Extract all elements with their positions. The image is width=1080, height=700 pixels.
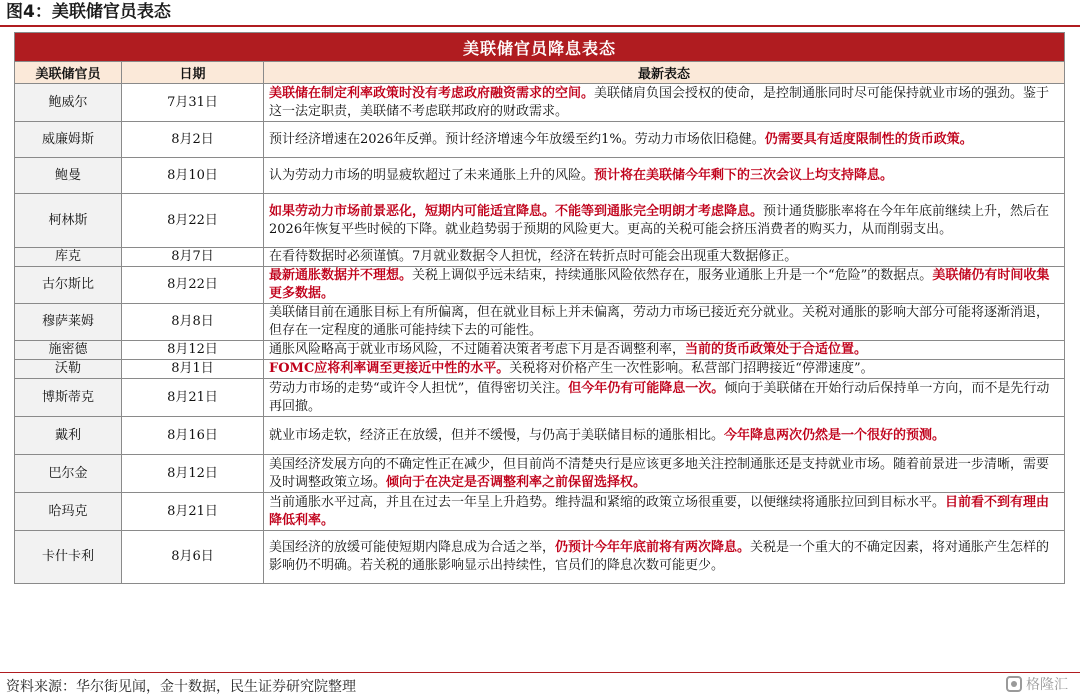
statement-segment: 通胀风险略高于就业市场风险，不过随着决策者考虑下月是否调整利率， [269, 342, 686, 357]
statement-segment: 美国经济的放缓可能使短期内降息成为合适之举， [269, 540, 556, 555]
table-body [15, 84, 1065, 584]
statement-segment: 劳动力市场的走势“或许令人担忧”，值得密切关注。 [269, 380, 569, 396]
watermark-text: 格隆汇 [1026, 677, 1068, 693]
statement-segment: 美联储肩负国会授权的使命，是控制通胀同时尽可能保持就业市场的强劲。鉴于这一法定职责，美联储不考虑联邦政府的财政需求。 [269, 85, 1050, 119]
statement-highlight: 倾向于在决定是否调整利率之前保留选择权。 [386, 474, 647, 490]
header-official: 美联储官员 [15, 62, 122, 84]
statement-highlight: 预计将在美联储今年剩下的三次会议上均支持降息。 [594, 167, 894, 183]
statement-highlight: 美联储在制定利率政策时没有考虑政府融资需求的空间。 [269, 85, 595, 101]
table-row [15, 122, 1065, 158]
table-row [15, 531, 1065, 584]
title-rule [0, 25, 1080, 27]
statement-segment: 美联储目前在通胀目标上有所偏离，但在就业目标上并未偏离，劳动力市场已接近充分就业。关税对通胀的影响大部分可能将逐渐消退，但存在一定程度的通胀可能持续下去的可能性。 [269, 305, 1050, 338]
statement-date: 8月8日 [122, 304, 264, 341]
statement-text [264, 122, 1065, 158]
table-row [15, 267, 1065, 304]
watermark [1006, 674, 1068, 694]
statement-segment: 预计通货膨胀率将在今年年底前继续上升，然后在2026年恢复平些时候的下降。就业趋势弱于预期的风险更大。更高的关税可能会挤压消费者的购买力，从而削弱支出。 [269, 203, 1050, 237]
statement-segment: 当前通胀水平过高，并且在过去一年呈上升趋势。维持温和紧缩的政策立场很重要，以便继续将通胀拉回到目标水平。 [269, 494, 946, 510]
statement-highlight: 仍预计今年年底前将有两次降息。 [555, 540, 751, 555]
statement-highlight: 如果劳动力市场前景恶化，短期内可能适宜降息。不能等到通胀完全明朗才考虑降息。 [269, 203, 764, 219]
table-row [15, 360, 1065, 379]
table-row [15, 248, 1065, 267]
statement-text [264, 158, 1065, 194]
official-name: 卡什卡利 [15, 531, 122, 584]
statement-date: 8月21日 [122, 379, 264, 417]
header-date: 日期 [122, 62, 264, 84]
statement-text [264, 341, 1065, 360]
table-row [15, 493, 1065, 531]
statement-date: 8月16日 [122, 417, 264, 455]
official-name: 穆萨莱姆 [15, 304, 122, 341]
statement-date: 8月22日 [122, 267, 264, 304]
statement-segment: 关税将对价格产生一次性影响。私营部门招聘接近“停滞速度”。 [509, 361, 874, 376]
statement-segment: 关税是一个重大的不确定因素，将对通胀产生怎样的影响仍不明确。若关税的通胀影响显示出持续性，官员们的降息次数可能更少。 [269, 540, 1050, 573]
statement-highlight: 最新通胀数据并不理想。 [269, 268, 413, 283]
official-name: 鲍威尔 [15, 84, 122, 122]
statement-highlight: 当前的货币政策处于合适位置。 [685, 342, 868, 357]
statement-segment: 关税上调似乎远未结束，持续通胀风险依然存在，服务业通胀上升是一个“危险”的数据点。 [412, 268, 933, 283]
statement-text [264, 417, 1065, 455]
statement-highlight: 今年降息两次仍然是一个很好的预测。 [724, 427, 946, 443]
official-name: 博斯蒂克 [15, 379, 122, 417]
official-name: 沃勒 [15, 360, 122, 379]
statement-segment: 预计经济增速在2026年反弹。预计经济增速今年放缓至约1%。劳动力市场依旧稳健。 [269, 131, 765, 147]
official-name: 施密德 [15, 341, 122, 360]
statement-text [264, 379, 1065, 417]
official-name: 柯林斯 [15, 194, 122, 248]
statement-segment: 认为劳动力市场的明显疲软超过了未来通胀上升的风险。 [269, 167, 595, 183]
official-name: 威廉姆斯 [15, 122, 122, 158]
statement-segment: 倾向于美联储在开始行动后保持单一方向，而不是先行动再回撤。 [269, 380, 1050, 414]
statement-segment: 美国经济发展方向的不确定性正在减少，但目前尚不清楚央行是应该更多地关注控制通胀还是支持就业市场。随着前景进一步清晰，需要及时调整政策立场。 [269, 456, 1050, 490]
statement-highlight: 目前看不到有理由降低利率。 [269, 494, 1050, 528]
statement-date: 8月6日 [122, 531, 264, 584]
statement-date: 8月1日 [122, 360, 264, 379]
statement-date: 8月12日 [122, 455, 264, 493]
header-statement: 最新表态 [264, 62, 1065, 84]
statement-text [264, 360, 1065, 379]
statement-segment: 在看待数据时必须谨慎。7月就业数据令人担忧，经济在转折点时可能会出现重大数据修正。 [269, 249, 798, 264]
statement-highlight: 美联储仍有时间收集更多数据。 [269, 268, 1050, 301]
statements-table-container [14, 32, 1064, 584]
table-banner: 美联储官员降息表态 [15, 33, 1065, 62]
statement-date: 7月31日 [122, 84, 264, 122]
table-row [15, 84, 1065, 122]
statement-text [264, 493, 1065, 531]
statement-text [264, 455, 1065, 493]
table-row [15, 379, 1065, 417]
statement-highlight: 但今年仍有可能降息一次。 [568, 380, 725, 396]
footer-rule [0, 672, 1080, 673]
official-name: 古尔斯比 [15, 267, 122, 304]
statement-text [264, 267, 1065, 304]
statement-text [264, 304, 1065, 341]
table-row [15, 158, 1065, 194]
official-name: 哈玛克 [15, 493, 122, 531]
official-name: 巴尔金 [15, 455, 122, 493]
official-name: 库克 [15, 248, 122, 267]
table-row [15, 194, 1065, 248]
official-name: 戴利 [15, 417, 122, 455]
statement-text [264, 531, 1065, 584]
statement-date: 8月10日 [122, 158, 264, 194]
watermark-logo-icon [1006, 676, 1022, 692]
official-name: 鲍曼 [15, 158, 122, 194]
statement-date: 8月7日 [122, 248, 264, 267]
table-row [15, 417, 1065, 455]
statement-text [264, 194, 1065, 248]
statement-text [264, 248, 1065, 267]
statement-date: 8月21日 [122, 493, 264, 531]
statement-date: 8月12日 [122, 341, 264, 360]
table-row [15, 341, 1065, 360]
statement-text [264, 84, 1065, 122]
statements-table [14, 32, 1065, 584]
statement-highlight: FOMC应将利率调至更接近中性的水平。 [269, 361, 510, 376]
statement-highlight: 仍需要具有适度限制性的货币政策。 [764, 131, 973, 147]
table-row [15, 455, 1065, 493]
source-note: 资料来源：华尔街见闻，金十数据，民生证券研究院整理 [6, 679, 356, 695]
statement-segment: 就业市场走软，经济正在放缓，但并不缓慢，与仍高于美联储目标的通胀相比。 [269, 427, 725, 443]
statement-date: 8月22日 [122, 194, 264, 248]
statement-date: 8月2日 [122, 122, 264, 158]
table-row [15, 304, 1065, 341]
figure-title: 图4：美联储官员表态 [6, 2, 171, 22]
